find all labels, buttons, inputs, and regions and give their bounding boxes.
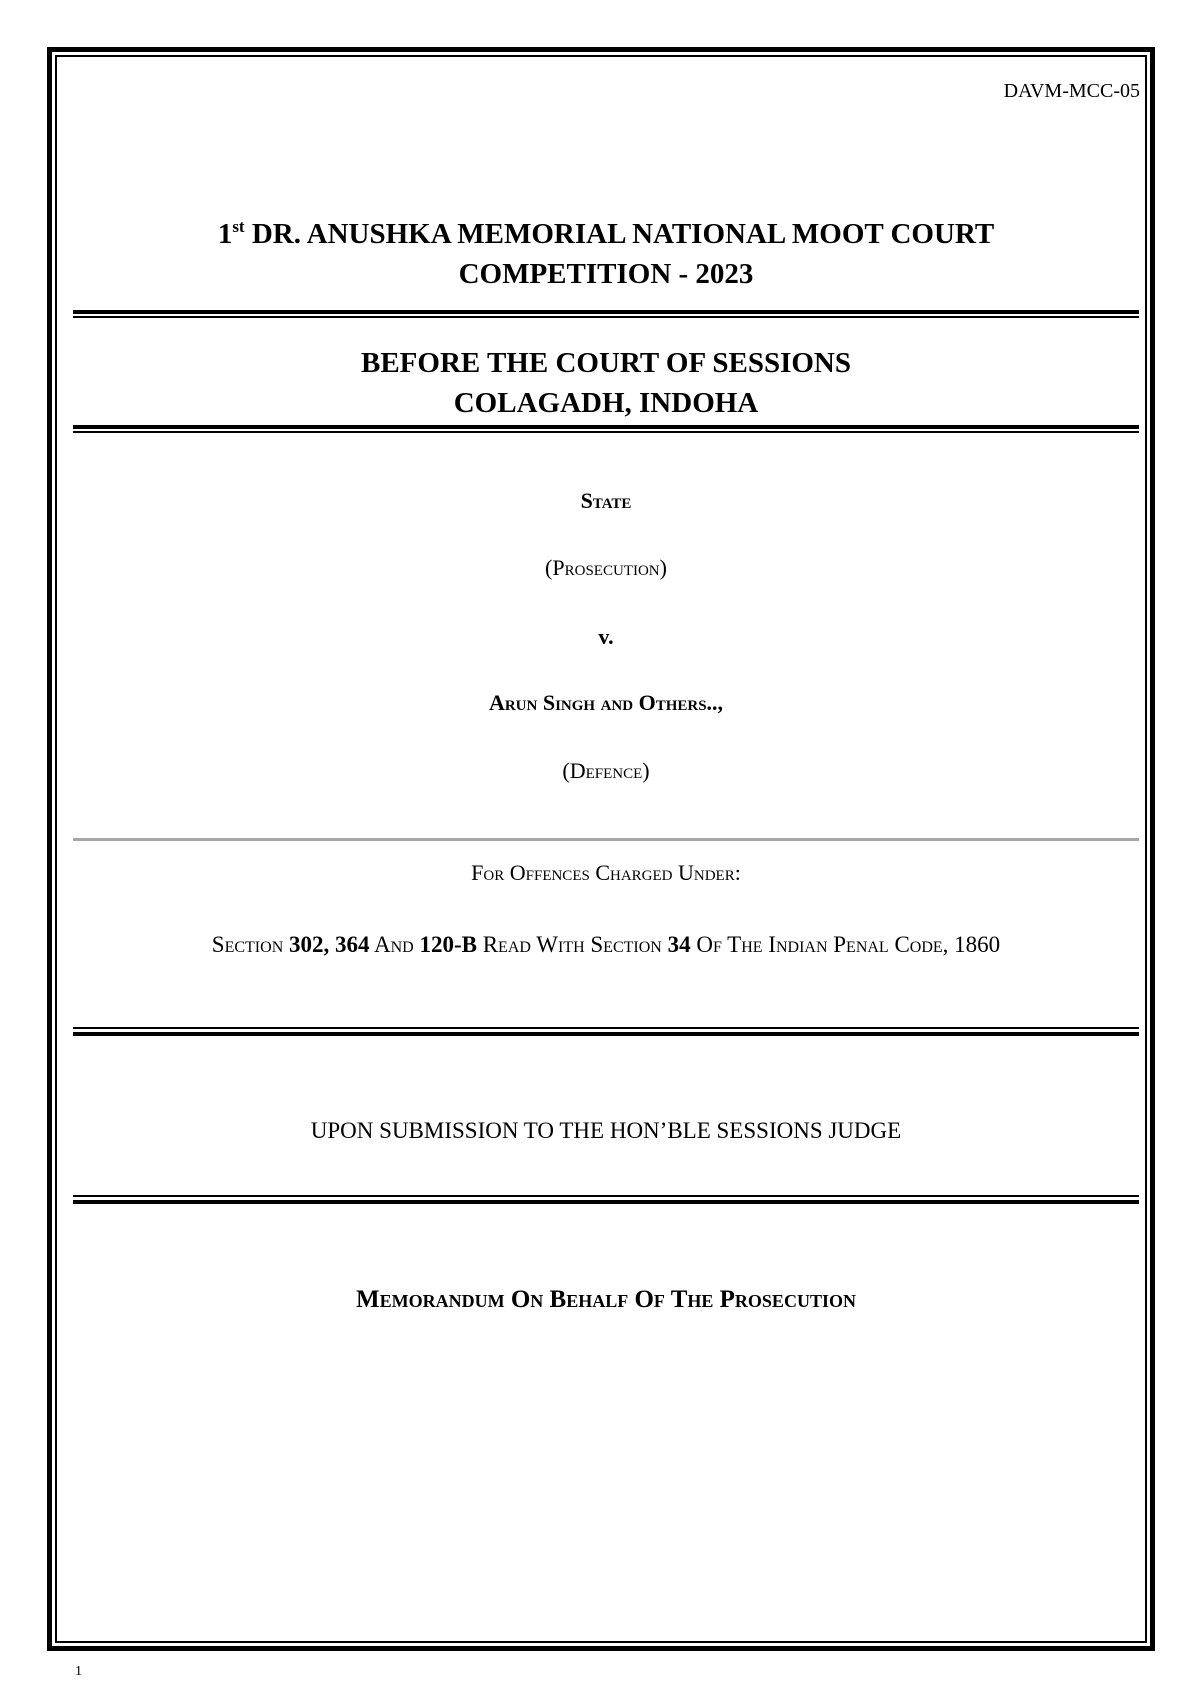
charges-heading: For Offences Charged Under:: [471, 860, 741, 885]
versus-label: v.: [598, 624, 614, 649]
ordinal-suffix: st: [232, 217, 245, 236]
court-heading-line2: COLAGADH, INDOHA: [453, 387, 759, 419]
submission-statement: UPON SUBMISSION TO THE HON’BLE SESSIONS JUDGE: [310, 1118, 902, 1143]
competition-name: DR. ANUSHKA MEMORIAL NATIONAL MOOT COURT: [244, 218, 995, 250]
sections-text-3: Read With Section: [476, 932, 668, 957]
divider-rule-1: [73, 310, 1139, 319]
party-accused: Arun Singh and Others..,: [488, 690, 724, 715]
sections-text-2: And: [369, 932, 420, 957]
party-prosecution-label: (Prosecution): [545, 555, 667, 580]
court-heading: [72, 343, 1140, 423]
sections-number-3: 34: [667, 932, 691, 957]
document-code: DAVM-MCC-05: [1003, 80, 1140, 102]
divider-rule-5: [73, 1195, 1139, 1204]
divider-rule-3: [73, 838, 1139, 841]
page-number: 1: [75, 1664, 82, 1679]
sections-text-4: Of The Indian Penal Code, 1860: [690, 932, 1001, 957]
ordinal-number: 1: [217, 218, 233, 250]
competition-title-line2: COMPETITION - 2023: [458, 258, 754, 290]
sections-text-1: Section: [211, 932, 289, 957]
sections-number-1: 302, 364: [289, 932, 370, 957]
sections-number-2: 120-B: [419, 932, 477, 957]
divider-rule-2: [73, 425, 1139, 434]
memorandum-title: Memorandum On Behalf Of The Prosecution: [356, 1286, 856, 1313]
court-heading-line1: BEFORE THE COURT OF SESSIONS: [361, 347, 851, 379]
competition-title-line1: [72, 214, 1140, 254]
competition-title: [72, 214, 1140, 294]
party-defence-label: (Defence): [562, 758, 650, 783]
party-state: State: [580, 488, 632, 513]
charges-sections: [72, 932, 1140, 958]
divider-rule-4: [73, 1027, 1139, 1036]
